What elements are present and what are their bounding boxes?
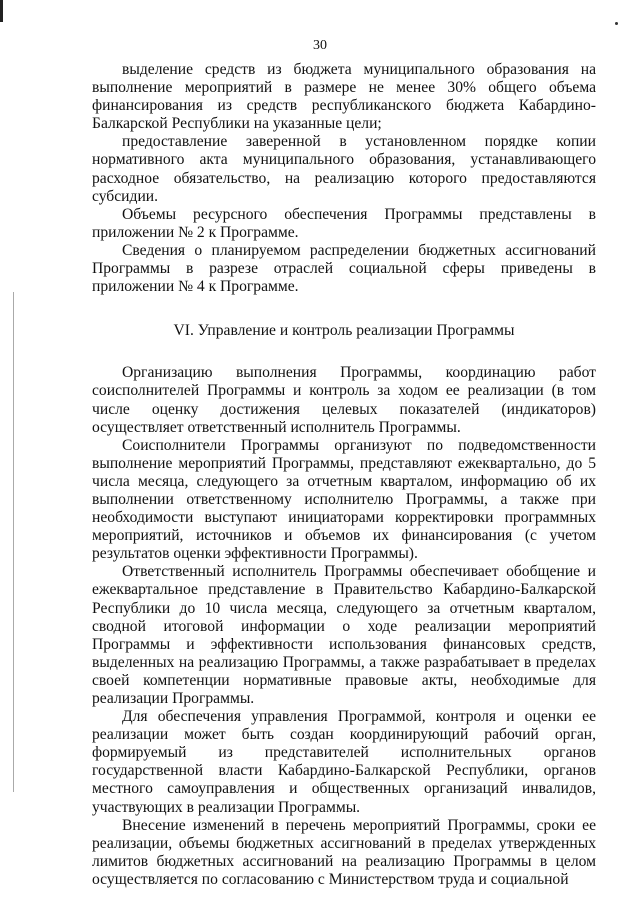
paragraph-resource-volumes: Объемы ресурсного обеспечения Программы представлены в приложении № 2 к Программе. — [92, 205, 596, 241]
page-number: 30 — [313, 38, 327, 53]
paragraph-responsible-executor: Ответственный исполнитель Программы обеспечивает обобщение и ежеквартальное представление в Правительство Кабардино-Балкарской Республики до 10 числа месяца, следующего за отчетным кварталом, сводной итоговой информации о ходе реализации мероприятий Программы и эффективности использования финансовых средств, выделенных на реализацию Программы, а также разрабатывает в пределах своей компетенции нормативные правовые акты, необходимые для реализации Программы. — [92, 563, 596, 707]
paragraph-program-coordination: Организацию выполнения Программы, координацию работ соисполнителей Программы и контроль за ходом ее реализации (в том числе оценку достижения целевых показателей (индикаторов) осуществляет ответственный исполнитель Программы. — [92, 364, 596, 436]
paragraph-changes: Внесение изменений в перечень мероприятий Программы, сроки ее реализации, объемы бюджетных ассигнований в пределах утвержденных лимитов бюджетных ассигнований на реализацию Программы в целом осуществляется по согласованию с Министерством труда и социальной — [92, 816, 596, 888]
scan-dot — [615, 22, 618, 25]
section-title: VI. Управление и контроль реализации Программы — [173, 322, 515, 340]
paragraph-certified-copy: предоставление заверенной в установленном порядке копии нормативного акта муниципального образования, устанавливающего расходное обязательство, на реализацию которого предоставляются субсидии. — [92, 133, 596, 205]
scan-edge-mark — [0, 0, 3, 22]
paragraph-co-executors: Соисполнители Программы организуют по подведомственности выполнение мероприятий Программы, представляют ежеквартально, до 5 числа месяца, следующего за отчетным кварталом, информацию об их выполнении ответственному исполнителю Программы, а также при необходимости выступают инициаторами корректировки программных мероприятий, источников и объемов их финансирования (с учетом результатов оценки эффективности Программы). — [92, 436, 596, 563]
paragraph-coordinating-body: Для обеспечения управления Программой, контроля и оценки ее реализации может быть создан координирующий рабочий орган, формируемый из представителей исполнительных органов государственной власти Кабардино-Балкарской Республики, органов местного самоуправления и общественных организаций инвалидов, участвующих в реализации Программы. — [92, 708, 596, 816]
document-body — [92, 61, 596, 889]
paragraph-funding-allocation: выделение средств из бюджета муниципального образования на выполнение мероприятий в размере не менее 30% общего объема финансирования из средств республиканского бюджета Кабардино-Балкарской Республики на указанные цели; — [92, 61, 596, 133]
paragraph-budget-distribution: Сведения о планируемом распределении бюджетных ассигнований Программы в разрезе отраслей социальной сферы приведены в приложении № 4 к Программе. — [92, 241, 596, 296]
scan-fold-line — [13, 292, 14, 792]
